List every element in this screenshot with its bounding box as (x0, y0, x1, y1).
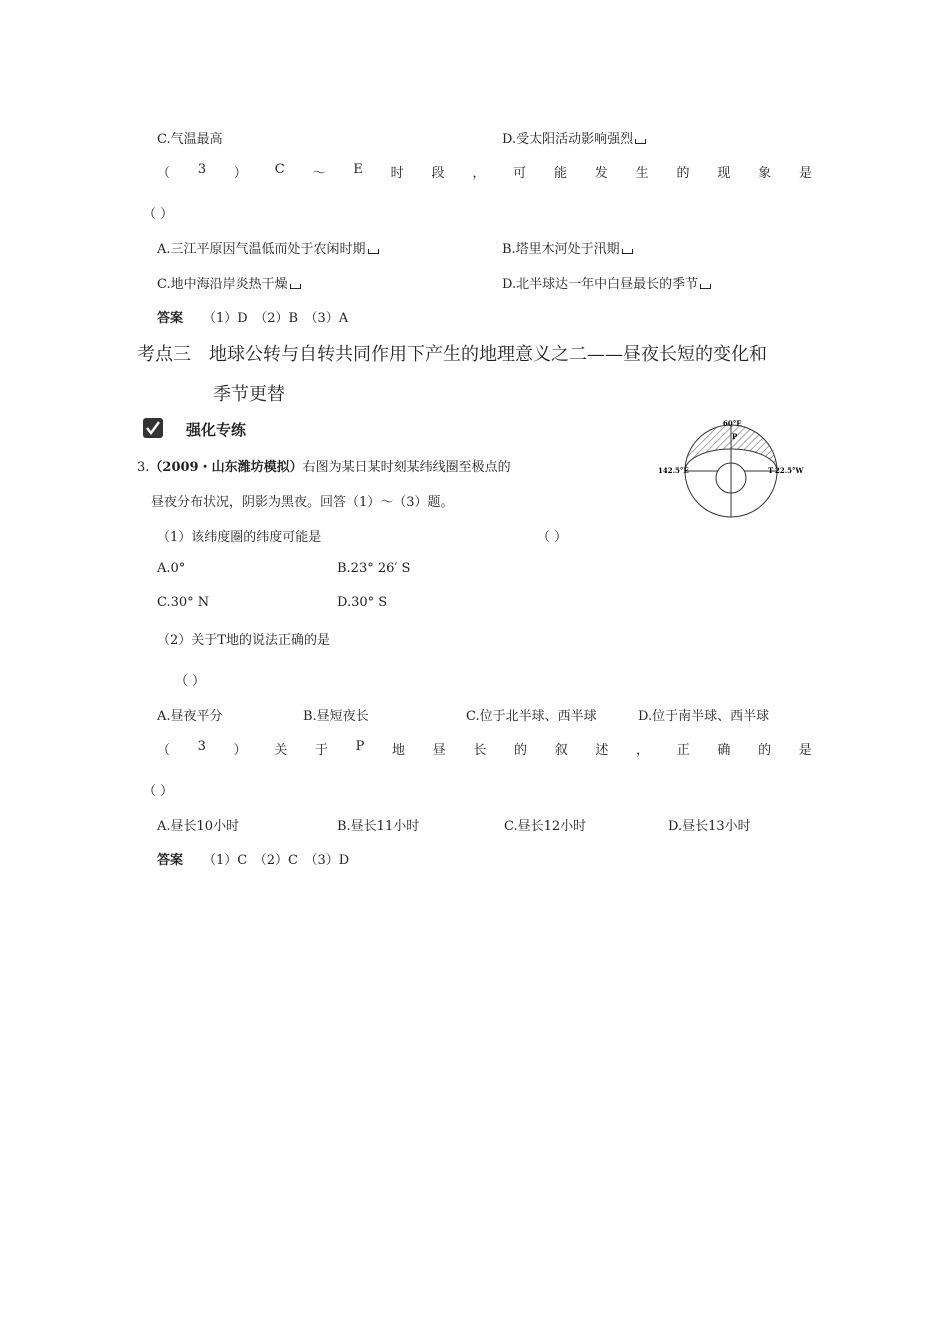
answer-line (157, 849, 349, 868)
option-d (502, 128, 646, 147)
option-c-text: C.地中海沿岸炎热干燥 (157, 277, 288, 292)
stem-char: （ (157, 166, 171, 181)
option-b (502, 238, 633, 257)
option-d: D.位于南半球、西半球 (638, 709, 770, 724)
stem-char: 时 (390, 166, 404, 181)
stem-char: 象 (758, 166, 772, 181)
answer-label: 答案 (157, 311, 184, 326)
day-night-figure (652, 414, 812, 526)
stem-char: 发 (594, 166, 608, 181)
stem-char: 确 (717, 743, 731, 758)
label-p: P (732, 432, 738, 441)
stem-char: 是 (798, 166, 812, 181)
sub-question-2: （2）关于T地的说法正确的是 (157, 633, 330, 648)
option-c: C.昼长12小时 (504, 819, 587, 834)
practice-heading: 强化专练 (186, 421, 247, 439)
stem-char: ） (233, 743, 247, 758)
answer-label: 答案 (157, 853, 184, 868)
option-b: B.昼短夜长 (303, 709, 369, 724)
option-b-text: B.塔里木河处于汛期 (502, 242, 620, 257)
stem-char: P (355, 739, 365, 754)
option-a: A.昼长10小时 (157, 819, 240, 834)
stem-char: 是 (798, 743, 812, 758)
answer-bracket: （ ） (143, 784, 174, 799)
option-b: B.23° 26′ S (337, 561, 411, 576)
stem-char: 关 (274, 743, 288, 758)
label-right: 22.5°W (775, 466, 804, 475)
option-c: C.位于北半球、西半球 (466, 709, 597, 724)
label-top: 60°E (723, 419, 742, 428)
stem-char: 长 (473, 743, 487, 758)
stem-char: 能 (553, 166, 567, 181)
option-c: C.30° N (157, 595, 210, 610)
question-3-stem (137, 456, 511, 475)
question-source: （2009・山东潍坊模拟） (149, 460, 303, 475)
stem-char: 的 (676, 166, 690, 181)
stem-char: 地 (392, 743, 406, 758)
stem-char: ） (233, 166, 247, 181)
stem-char: ～ (312, 166, 326, 181)
mark-icon (622, 249, 633, 254)
option-d: D.昼长13小时 (668, 819, 751, 834)
answer-line (157, 307, 348, 326)
option-a-text: A.三江平原因气温低而处于农闲时期 (157, 242, 366, 257)
stem-char: 生 (635, 166, 649, 181)
question-number: 3. (137, 460, 150, 475)
question-text: 右图为某日某时刻某纬线圈至极点的 (302, 460, 511, 475)
answer-bracket: （ ） (143, 207, 174, 222)
stem-char: 可 (513, 166, 527, 181)
stem-char: 于 (314, 743, 328, 758)
stem-char: 昼 (432, 743, 446, 758)
stem-char: 述 (595, 743, 609, 758)
question-stem-spread (157, 162, 812, 181)
answer-text: （1）D （2）B （3）A (203, 311, 349, 326)
question-text-cont: 昼夜分布状况，阴影为黑夜。回答（1）～（3）题。 (151, 495, 454, 510)
mark-icon (368, 249, 379, 254)
stem-char: 叙 (554, 743, 568, 758)
question-stem-spread (157, 739, 812, 758)
mark-icon (290, 284, 301, 289)
stem-char: 的 (514, 743, 528, 758)
option-c (157, 273, 301, 292)
option-c: C.气温最高 (157, 132, 223, 147)
option-d: D.30° S (337, 595, 388, 610)
answer-bracket: （ ） (537, 530, 568, 545)
stem-char: 的 (758, 743, 772, 758)
mark-icon (635, 139, 646, 144)
stem-char: 3 (197, 162, 207, 177)
stem-char: （ (157, 743, 171, 758)
option-a (157, 238, 379, 257)
option-d-text: D.受太阳活动影响强烈 (502, 132, 634, 147)
answer-text: （1）C （2）C （3）D (203, 853, 350, 868)
stem-char: ， (636, 743, 650, 758)
stem-char: ， (472, 166, 486, 181)
section-title: 考点三 地球公转与自转共同作用下产生的地理意义之二——昼夜长短的变化和 (137, 344, 767, 365)
option-a: A.昼夜平分 (157, 709, 223, 724)
option-a: A.0° (157, 561, 186, 576)
stem-char: C (274, 162, 285, 177)
option-b: B.昼长11小时 (337, 819, 420, 834)
option-d (502, 273, 711, 292)
option-d-text: D.北半球达一年中白昼最长的季节 (502, 277, 699, 292)
stem-char: 现 (717, 166, 731, 181)
sub-question-1: （1）该纬度圈的纬度可能是 (157, 530, 322, 545)
stem-char: E (353, 162, 363, 177)
answer-bracket: （ ） (175, 674, 206, 689)
mark-icon (700, 284, 711, 289)
stem-char: 正 (676, 743, 690, 758)
label-t: T (768, 466, 774, 475)
section-title-cont: 季节更替 (213, 384, 285, 405)
stem-char: 段 (431, 166, 445, 181)
checkbox-icon (143, 418, 163, 438)
label-left: 142.5°E (658, 466, 689, 475)
stem-char: 3 (197, 739, 206, 754)
